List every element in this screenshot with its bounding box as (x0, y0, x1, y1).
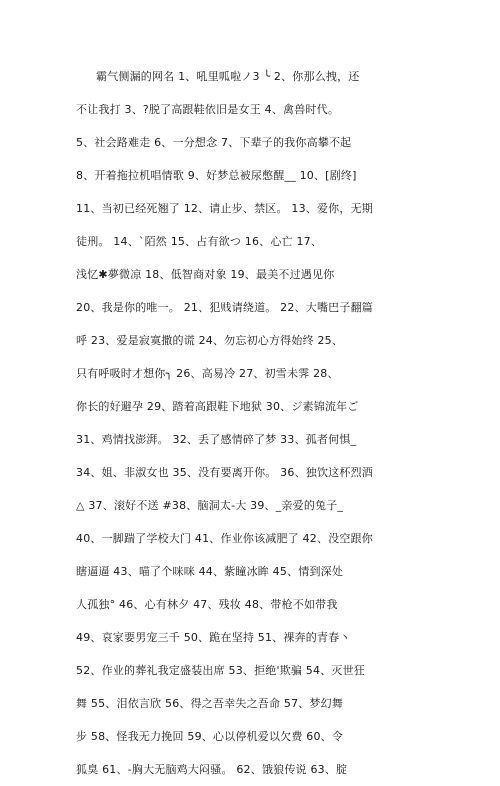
text-line: 5、社会路难走 6、一分想念 7、下辈子的我你高攀不起 (76, 136, 352, 149)
text-line: 呼 23、爱是寂寞撒的谎 24、勿忘初心方得始终 25、 (76, 334, 344, 347)
text-line: 你长的好避孕 29、踏着高跟鞋下地狱 30、ジ素锦流年ご (76, 400, 359, 413)
text-line: 8、开着拖拉机唱情歌 9、好梦总被尿憋醒__ 10、[剧终] (76, 169, 357, 182)
text-line: 34、姐、非淑女也 35、没有要离开你。 36、独饮这杯烈酒 (76, 466, 373, 479)
text-line: 步 58、怪我无力挽回 59、心以停机爱以欠费 60、令 (76, 730, 344, 743)
text-line: 舞 55、泪依言欣 56、得之吾幸失之吾命 57、梦幻舞 (76, 697, 344, 710)
text-line: 不让我打 3、?脱了高跟鞋依旧是女王 4、禽兽时代。 (76, 103, 340, 116)
text-line: 霸气侧漏的网名 1、吼里呱啦ノ3 ╰ 2、你那么拽，还 (96, 70, 360, 83)
text-line: 20、我是你的唯一。 21、犯贱请绕道。 22、大嘴巴子翻篇 (76, 301, 373, 314)
text-line: △ 37、滚好不送 #38、脑洞太-大 39、_亲爱的兔子_ (76, 499, 344, 512)
text-line: 49、哀家要男宠三千 50、跪在坚持 51、裸奔的青春丶 (76, 631, 351, 644)
text-line: 浅忆✱夢微凉 18、低智商对象 19、最美不过遇见你 (76, 268, 335, 281)
text-line: 狐臭 61、-胸大无脑鸡大闷骚。 62、饿狼传说 63、腚 (76, 763, 348, 776)
text-line: 瞎逼逼 43、喵了个咪咪 44、紫瞳冰眸 45、情到深处 (76, 565, 344, 578)
text-line: 31、鸡情找澎湃。 32、丢了感情碎了梦 33、孤者何惧_ (76, 433, 357, 446)
text-line: 只有呼吸时才想你╮ 26、高易冷 27、初雪未霁 28、 (76, 367, 339, 380)
text-line: 40、一脚踹了学校大门 41、作业你该减肥了 42、没空跟你 (76, 532, 373, 545)
body-text (76, 60, 436, 786)
text-line: 人孤独° 46、心有林夕 47、残妆 48、带枪不如带我 (76, 598, 338, 611)
text-line: 徒刑。 14、`陌然 15、占有欲つ 16、心亡 17、 (76, 235, 323, 248)
text-line: 11、当初已经死翘了 12、请止步、禁区。 13、爱你，无期 (76, 202, 373, 215)
text-line: 52、作业的葬礼我定盛装出席 53、拒绝'欺骗 54、灭世狂 (76, 664, 366, 677)
